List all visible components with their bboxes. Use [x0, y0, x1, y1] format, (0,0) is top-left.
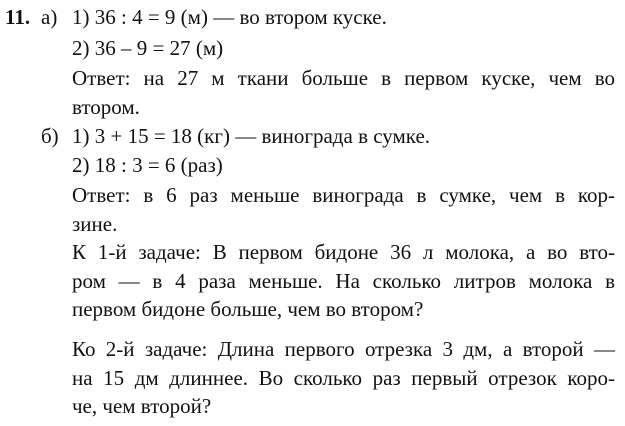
task1-line1: К 1-й задаче: В первом бидоне 36 л молока, а во вто- [72, 240, 615, 264]
part-b-answer-line1: Ответ: в 6 раз меньше винограда в сумке, чем в кор- [72, 183, 615, 207]
part-b-answer-line2: зине. [72, 212, 118, 236]
part-b-label: б) [41, 124, 59, 148]
part-a-answer-line1: Ответ: на 27 м ткани больше в первом куске, чем во [72, 66, 615, 90]
task2-line3: че, чем второй? [72, 394, 212, 418]
part-a-step1: 1) 36 : 4 = 9 (м) — во втором куске. [72, 5, 387, 29]
part-a-label: а) [41, 5, 58, 29]
task2-line2: на 15 дм длиннее. Во сколько раз первый отрезок коро- [72, 366, 615, 390]
part-a-step2: 2) 36 – 9 = 27 (м) [72, 36, 224, 60]
part-b-step1: 1) 3 + 15 = 18 (кг) — винограда в сумке. [72, 124, 431, 148]
problem-number: 11. [5, 5, 31, 29]
task1-line3: первом бидоне больше, чем во втором? [72, 297, 424, 321]
part-a-answer-line2: втором. [72, 95, 140, 119]
task2-line1: Ко 2-й задаче: Длина первого отрезка 3 дм, а второй — [72, 337, 615, 361]
part-b-step2: 2) 18 : 3 = 6 (раз) [72, 153, 223, 177]
task1-line2: ром — в 4 раза меньше. На сколько литров молока в [72, 269, 615, 293]
